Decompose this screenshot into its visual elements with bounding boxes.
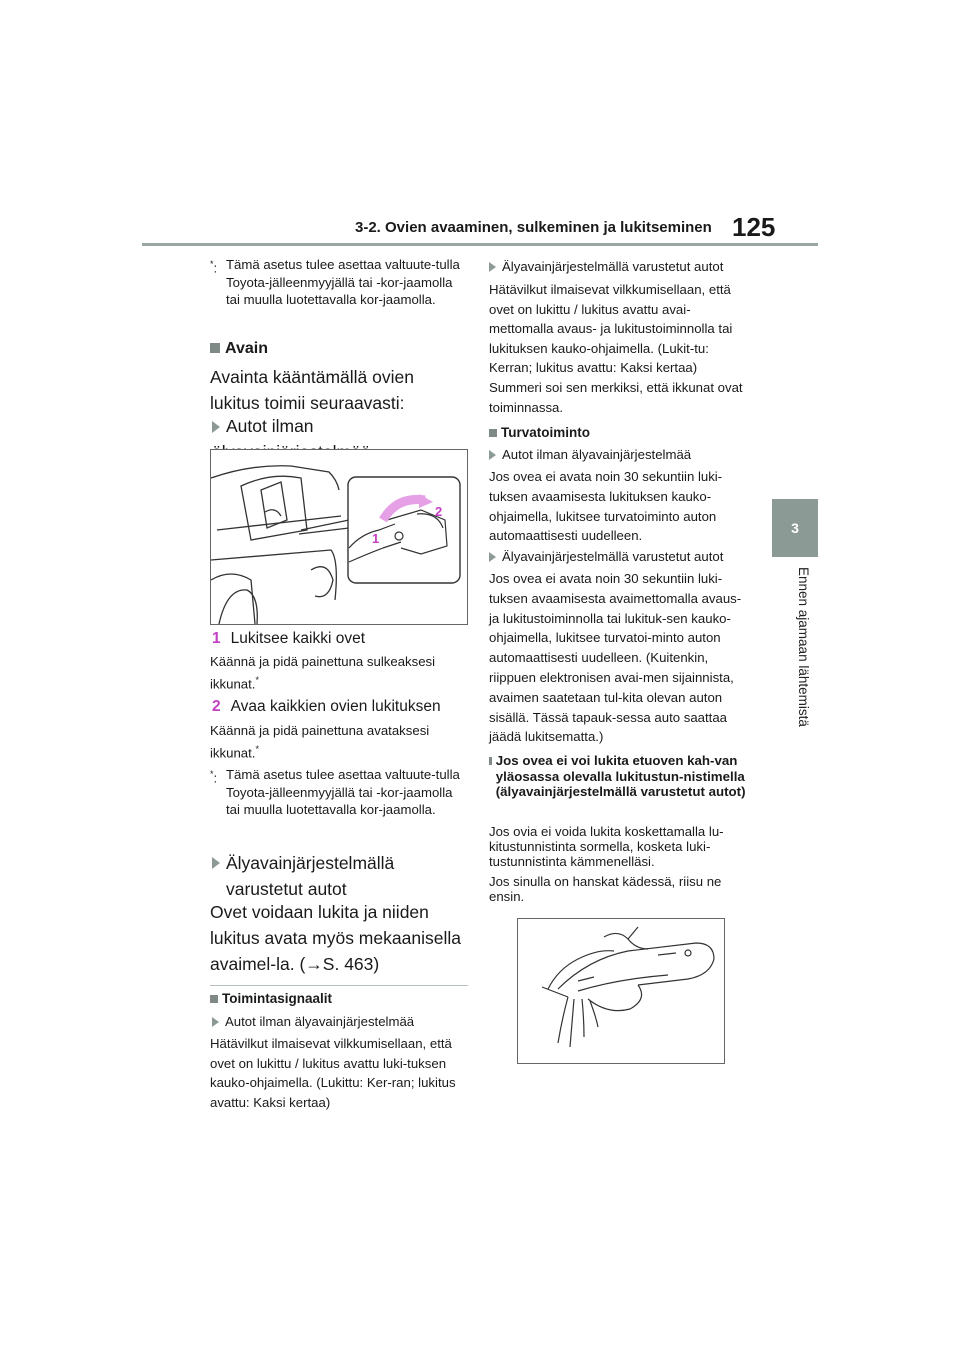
footnote-mid: *: Tämä asetus tulee asettaa valtuute-tulla Toyota-jälleenmyyjällä tai -kor-jaamolla tai muulla luotettavalla kor-jaamolla.	[210, 767, 460, 817]
security-heading: Turvatoiminto	[489, 425, 747, 440]
security-sub-2: Älyavainjärjestelmällä varustetut autot	[489, 548, 747, 566]
smart-heading: Älyavainjärjestelmällä varustetut autot	[212, 850, 470, 902]
buzzer-text: Summeri soi sen merkiksi, että ikkunat ovat toiminnassa.	[489, 380, 743, 415]
signals-heading: Toimintasignaalit	[210, 991, 468, 1006]
signals-text: Hätävilkut ilmaisevat vilkkumisellaan, että ovet on lukittu / lukitus avattu luki-tuksen kauko-ohjaimella. (Lukittu: Ker-ran; lukitus avattu: Kaksi kertaa)	[210, 1036, 456, 1110]
triangle-bullet-icon	[489, 552, 496, 562]
sensor-text-1: Jos ovia ei voida lukita koskettamalla lu-kitustunnistinta sormella, kosketa luki-tustunnistinta kämmenelläsi.	[489, 824, 724, 869]
smart-text: Ovet voidaan lukita ja niiden lukitus avata myös mekaanisella avaimel-la. (→S. 463)	[210, 902, 461, 974]
svg-text:1: 1	[372, 531, 380, 546]
square-bullet-icon	[489, 757, 492, 765]
header-rule	[142, 243, 818, 246]
square-bullet-icon	[210, 343, 220, 353]
item-1: 1 Lukitsee kaikki ovet	[212, 630, 366, 647]
item-2: 2 Avaa kaikkien ovien lukituksen	[212, 698, 441, 715]
avain-heading: Avain	[210, 340, 468, 358]
key-door-illustration	[210, 449, 468, 625]
signals-sub: Autot ilman älyavainjärjestelmää	[212, 1013, 470, 1031]
item-2-text: Käännä ja pidä painettuna avataksesi ikkunat.*	[210, 723, 430, 761]
smart-sub: Älyavainjärjestelmällä varustetut autot	[489, 258, 747, 276]
security-text-2: Jos ovea ei avata noin 30 sekuntiin luki-tuksen avaamisesta avaimettomalla avaus- ja lukitustoiminnolla tai lukituk-sen kauko-ohjaimella, lukitsee turvatoi-minto auton automaattisesti uudelleen. (Kuitenkin, riippuen elektronisen avai-men sijainnista, avaimen saatetaan tul-kita olevan auton sisällä. Tässä tapauk-sessa auto saattaa jäädä lukitsematta.)	[489, 571, 742, 745]
car-door-key-drawing	[211, 450, 467, 624]
avain-intro: Avainta kääntämällä ovien lukitus toimii seuraavasti:	[210, 367, 414, 413]
section-divider	[210, 985, 468, 986]
footnote-top: *: Tämä asetus tulee asettaa valtuute-tulla Toyota-jälleenmyyjällä tai -kor-jaamolla tai muulla luotettavalla kor-jaamolla.	[210, 257, 460, 307]
hand-handle-illustration	[517, 918, 725, 1064]
section-title: 3-2. Ovien avaaminen, sulkeminen ja lukitseminen	[355, 219, 712, 236]
square-bullet-icon	[489, 429, 497, 437]
security-text-1: Jos ovea ei avata noin 30 sekuntiin luki-tuksen avaamisesta lukituksen kauko-ohjaimella, lukitsee turvatoiminto auton automaattisesti uudelleen.	[489, 469, 723, 544]
security-sub-1: Autot ilman älyavainjärjestelmää	[489, 446, 747, 464]
sensor-text-2: Jos sinulla on hanskat kädessä, riisu ne ensin.	[489, 874, 722, 904]
svg-text:2: 2	[435, 504, 443, 519]
square-bullet-icon	[210, 995, 218, 1003]
chapter-tab: 3	[772, 499, 818, 557]
triangle-bullet-icon	[489, 262, 496, 272]
sensor-heading: Jos ovea ei voi lukita etuoven kah-van yläosassa olevalla lukitustun-nistimella (älyavainjärjestelmällä varustetut autot)	[489, 753, 751, 800]
page-number: 125	[732, 212, 776, 242]
triangle-bullet-icon	[212, 421, 220, 433]
no-smart-heading: Autot ilman	[212, 413, 470, 465]
triangle-bullet-icon	[489, 450, 496, 460]
triangle-bullet-icon	[212, 857, 220, 869]
chapter-title: Ennen ajamaan lähtemistä	[796, 567, 811, 727]
palm-sensor-drawing	[518, 919, 724, 1063]
item-1-text: Käännä ja pidä painettuna sulkeaksesi ikkunat.*	[210, 654, 436, 692]
smart-signal-text: Hätävilkut ilmaisevat vilkkumisellaan, että ovet on lukittu / lukitus avattu avai-mettomalla avaus- ja lukitustoiminnolla tai lukituksen kauko-ohjaimella. (Lukit-tu: Kerran; lukitus avattu: Kaksi kertaa)	[489, 282, 733, 375]
triangle-bullet-icon	[212, 1017, 219, 1027]
